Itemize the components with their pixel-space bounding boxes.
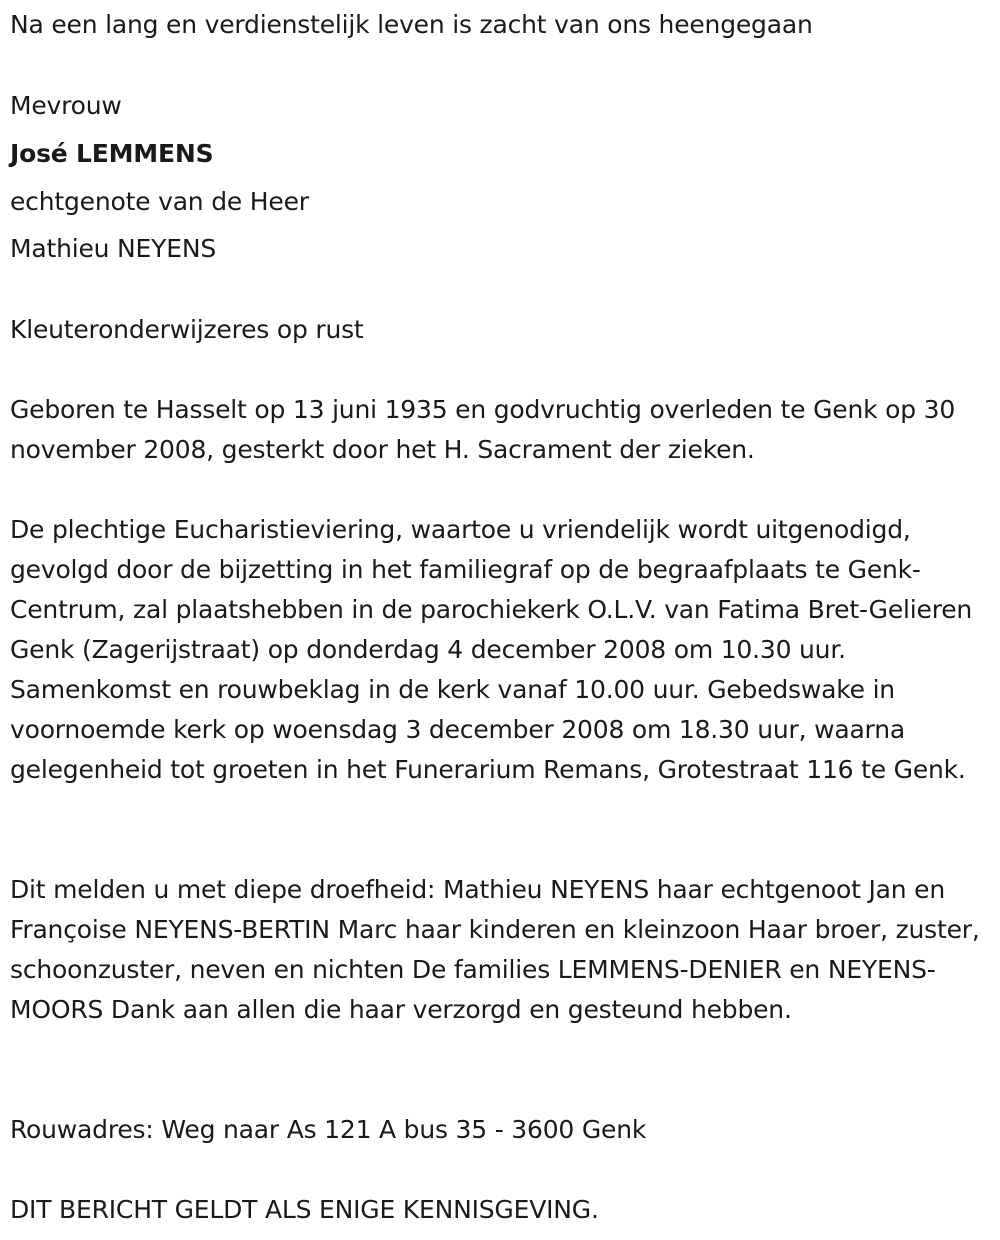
spouse-label: echtgenote van de Heer [10,187,309,216]
birth-death-paragraph: Geboren te Hasselt op 13 juni 1935 en godvruchtig overleden te Genk op 30 november 2008, gesterkt door het H. Sacrament der zieken. [10,395,956,464]
salutation-text: Mevrouw [10,91,122,120]
intro-text: Na een lang en verdienstelijk leven is zacht van ons heengegaan [10,10,813,39]
deceased-name: José LEMMENS [10,139,214,168]
ceremony-paragraph: De plechtige Eucharistieviering, waartoe u vriendelijk wordt uitgenodigd, gevolgd door de bijzetting in het familiegraf op de begraafplaats te Genk-Centrum, zal plaatshebben in de parochiekerk O.L.V. van Fatima Bret-Gelieren Genk (Zagerijstraat) op donderdag 4 december 2008 om 10.30 uur. Samenkomst en rouwbeklag in de kerk vanaf 10.00 uur. Gebedswake in voornoemde kerk op woensdag 3 december 2008 om 18.30 uur, waarna gelegenheid tot groeten in het Funerarium Remans, Grotestraat 116 te Genk. [10,515,973,784]
occupation-text: Kleuteronderwijzeres op rust [10,315,364,344]
notice-text: DIT BERICHT GELDT ALS ENIGE KENNISGEVING. [10,1195,599,1224]
announcement-paragraph: Dit melden u met diepe droefheid: Mathieu NEYENS haar echtgenoot Jan en Françoise NEYENS-BERTIN Marc haar kinderen en kleinzoon Haar broer, zuster, schoonzuster, neven en nichten De families LEMMENS-DENIER en NEYENS-MOORS Dank aan allen die haar verzorgd en gesteund hebben. [10,875,980,1024]
address-text: Rouwadres: Weg naar As 121 A bus 35 - 3600 Genk [10,1115,647,1144]
spouse-name: Mathieu NEYENS [10,234,216,263]
